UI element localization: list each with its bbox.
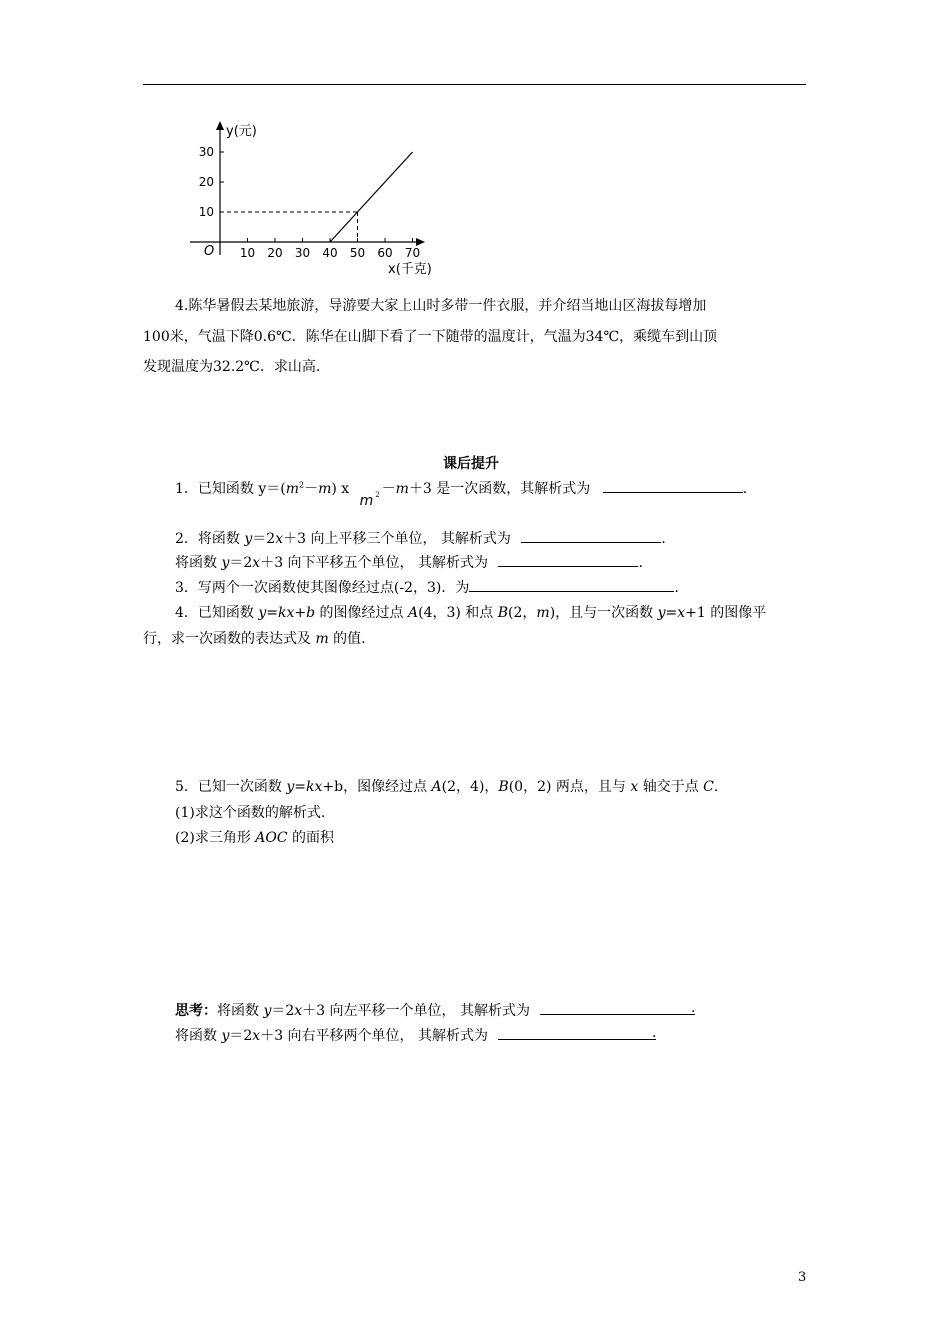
q3-answer-blank[interactable] [469,577,674,592]
q4-fn2: y=x [657,605,686,621]
q1-exponent [354,481,382,509]
q2-l2-b: ＝2 [229,555,253,571]
think-label: 思考： [175,1003,217,1019]
question-3 [175,577,679,597]
data-line [330,152,413,242]
think-l2-fn: y [221,1028,230,1044]
q4-f: +1 的图像平 [685,605,767,621]
x-tick-label: 30 [294,246,311,260]
q4-d: (2， [508,605,537,621]
think-l1-b: ＝2 [271,1003,295,1019]
q2-l1-c: ＋3 向上平移三个单位， 其解析式为 [283,531,511,547]
problem4-line2: 100米，气温下降0.6℃．陈华在山脚下看了一下随带的温度计，气温为34℃，乘缆车到山顶 [143,329,718,345]
think-l1-end: . [691,1000,696,1016]
q2-answer-blank-2[interactable] [498,552,638,567]
y-tick-label: 10 [198,205,214,219]
x-tick-label: 10 [239,246,256,260]
q4-a: 4．已知函数 [175,605,259,621]
think-l2-x: x [252,1028,261,1044]
q5-c: (2，4)， [441,779,499,795]
q1-sup1: 2 [299,480,305,490]
q4-l2-a: 行，求一次函数的表达式及 [143,631,316,647]
q4-e: )，且与一次函数 [549,605,658,621]
q4-l2-m: m [315,631,329,647]
q1-m2: m [318,481,332,497]
q5-fn: y=kx [286,779,323,795]
think-answer-blank-1[interactable] [540,1000,695,1015]
q5-point-c: C [703,779,714,795]
think-l1-fn: y [263,1003,272,1019]
origin-label: O [204,244,215,259]
think-l2-c: ＋3 向右平移两个单位， 其解析式为 [260,1028,489,1044]
header-rule [143,84,806,85]
problem4-line1: 4.陈华暑假去某地旅游，导游要大家上山时多带一件衣服，并介绍当地山区海拔每增加 [175,298,707,314]
x-tick-label: 40 [322,246,338,260]
x-tick-label: 60 [377,246,393,260]
think-l1-x: x [294,1003,303,1019]
think-l1-c: ＋3 向左平移一个单位， 其解析式为 [302,1003,531,1019]
q5-d: (0，2) 两点，且与 [508,779,631,795]
think-l2-b: ＝2 [229,1028,253,1044]
q4-l2-b: 的值. [328,631,366,647]
q2-l1-fn: y [244,531,253,547]
q2-l2-fn: y [221,555,230,571]
x-tick-label: 50 [349,246,366,260]
q2-l2-a: 将函数 [175,555,222,571]
q1-m3: m [395,481,409,497]
q5-x: x [630,779,639,795]
q1-m1: m [285,481,300,497]
think-answer-blank-2[interactable] [498,1025,656,1040]
think-l2-a: 将函数 [175,1028,222,1044]
x-axis-label: x(千克) [388,262,432,277]
q4-point-b: B [497,605,509,621]
q2-l2-c: ＋3 向下平移五个单位， 其解析式为 [260,555,489,571]
q1-mid2: ) x [331,481,350,497]
think-line1 [175,1000,695,1020]
q5-sub2-b: 的面积 [287,830,335,846]
q2-l1-x: x [275,531,284,547]
price-weight-chart [180,115,450,280]
q1-exp-m: m [359,493,374,509]
y-tick-label: 30 [198,145,214,159]
q2-l2-end: . [638,555,643,571]
section-title: 课后提升 [443,456,499,472]
q5-sub2-aoc: AOC [255,830,288,846]
q1-exp-sup: 2 [375,491,380,499]
question-2-line2 [175,552,643,572]
q1-suffix: ＋3 是一次函数，其解析式为 [408,481,591,497]
q1-prefix: 1．已知函数 y＝( [175,481,286,497]
think-l2-end: . [652,1025,657,1041]
q4-point-a: A [407,605,419,621]
y-axis-label: y(元) [226,124,257,139]
q3-end: . [674,580,679,596]
q4-m: m [536,605,550,621]
question-4-line1 [175,602,766,622]
q1-suffix-minus: － [381,481,396,497]
question-4-line2 [143,628,366,648]
q5-f: . [713,779,719,795]
q1-answer-blank[interactable] [603,478,743,493]
think-line2 [175,1025,656,1045]
q5-point-a: A [431,779,442,795]
q5-sub2-a: (2)求三角形 [175,830,256,846]
page-number: 3 [798,1270,807,1285]
question-1 [175,478,748,509]
question-2-line1 [175,528,666,548]
q5-e: 轴交于点 [638,779,704,795]
q5-b: +b，图像经过点 [322,779,432,795]
y-axis-arrow [216,121,224,130]
x-tick-label: 70 [404,246,421,260]
problem4-line3: 发现温度为32.2℃．求山高. [143,359,321,375]
x-tick-label: 20 [267,246,283,260]
q4-c: (4，3) 和点 [418,605,498,621]
question-5 [175,776,718,796]
q5-point-b: B [498,779,509,795]
q2-l1-b: ＝2 [252,531,276,547]
q2-l2-x: x [252,555,261,571]
x-axis-arrow [416,238,425,246]
q5-sub2 [175,827,334,847]
q4-fn: y=kx+b [258,605,316,621]
think-l1-a: 将函数 [217,1003,264,1019]
y-tick-label: 20 [198,175,214,189]
q2-l1-end: . [661,531,666,547]
q5-a: 5．已知一次函数 [175,779,287,795]
q1-end: . [742,481,748,497]
q4-b: 的图像经过点 [315,605,408,621]
q3-text: 3．写两个一次函数使其图像经过点(-2，3)．为 [175,580,470,596]
q5-sub1: (1)求这个函数的解析式. [175,805,326,821]
q1-mid1: － [304,481,319,497]
q2-answer-blank-1[interactable] [521,528,661,543]
q2-l1-a: 2．将函数 [175,531,245,547]
